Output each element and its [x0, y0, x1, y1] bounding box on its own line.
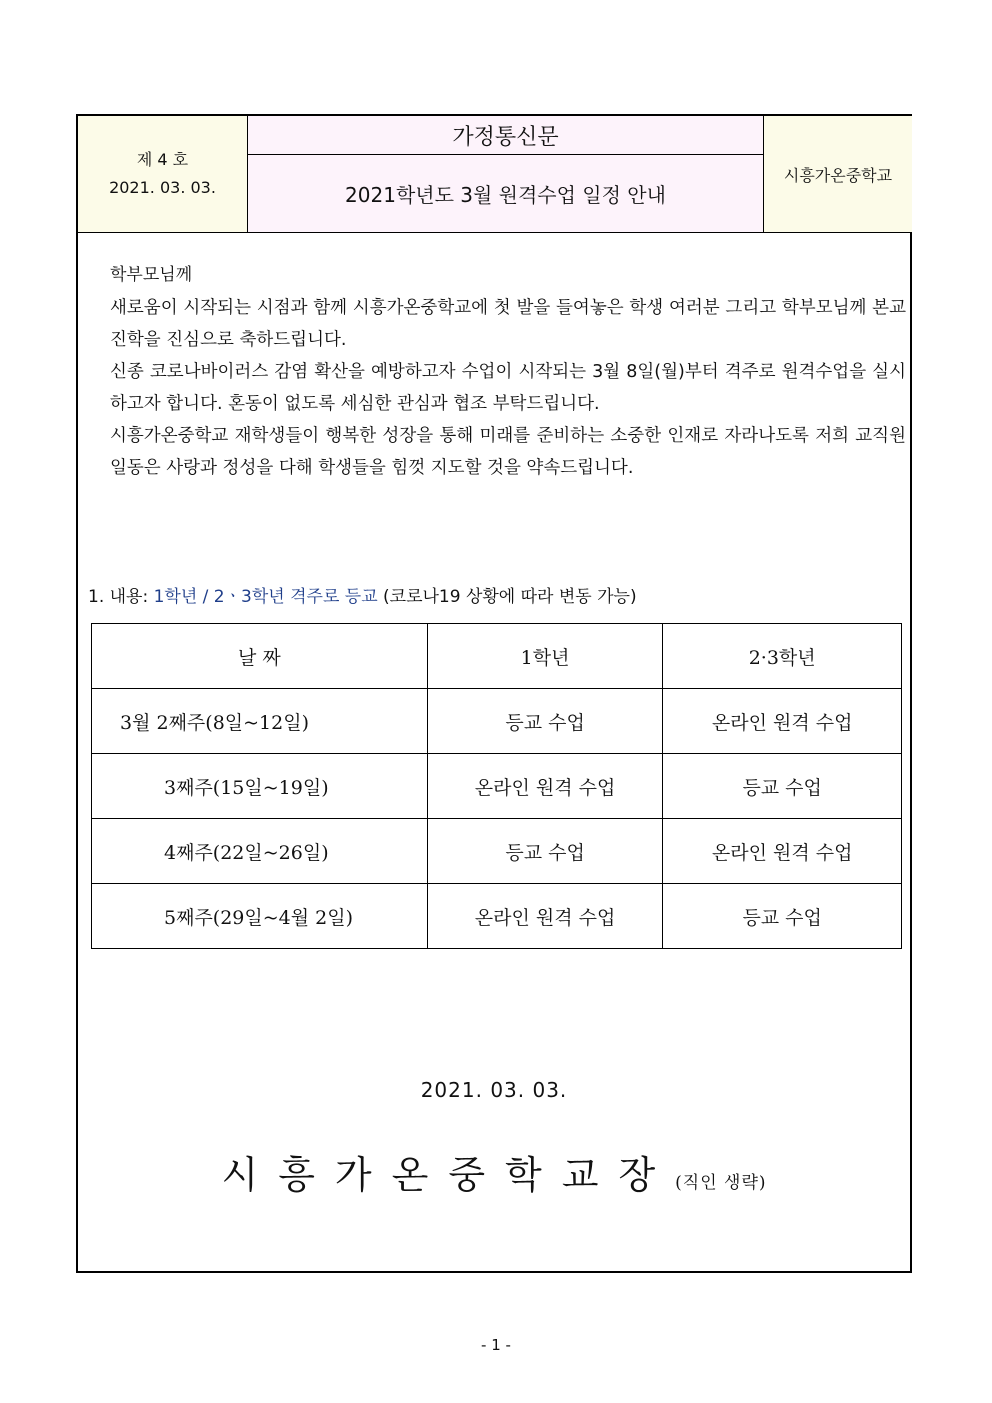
issue-number: 제 4 호 — [136, 150, 189, 169]
row-date: 4째주(22일~26일) — [92, 819, 428, 884]
newsletter-subtitle: 2021학년도 3월 원격수업 일정 안내 — [345, 183, 666, 207]
schedule-table — [91, 623, 902, 949]
title-block — [248, 116, 764, 232]
table-row — [92, 689, 902, 754]
letter-body — [110, 292, 906, 484]
seal-note: (직인 생략) — [675, 1173, 767, 1193]
principal-signature — [78, 1144, 910, 1199]
school-name: 시흥가온중학교 — [764, 116, 912, 232]
row-grade1: 등교 수업 — [427, 819, 663, 884]
paragraph-1: 새로움이 시작되는 시점과 함께 시흥가온중학교에 첫 발을 들여놓은 학생 여러분 그리고 학부모님께 본교 진학을 진심으로 축하드립니다. — [110, 298, 906, 350]
document-frame — [76, 114, 912, 1273]
table-row — [92, 819, 902, 884]
newsletter-title: 가정통신문 — [248, 116, 763, 155]
content-highlight: 1학년 / 2ㆍ3학년 격주로 등교 — [153, 587, 378, 607]
row-grade1: 온라인 원격 수업 — [427, 754, 663, 819]
header-date: 날 짜 — [92, 624, 428, 689]
table-header-row — [92, 624, 902, 689]
table-row — [92, 754, 902, 819]
row-date: 3월 2째주(8일~12일) — [92, 689, 428, 754]
row-grade23: 등교 수업 — [663, 884, 902, 949]
footer-date: 2021. 03. 03. — [420, 1078, 568, 1102]
row-grade1: 온라인 원격 수업 — [427, 884, 663, 949]
paragraph-2: 신종 코로나바이러스 감염 확산을 예방하고자 수업이 시작되는 3월 8일(월)부터 격주로 원격수업을 실시하고자 합니다. 혼동이 없도록 세심한 관심과 협조 부탁드립니다. — [110, 362, 906, 414]
header-grade1: 1학년 — [427, 624, 663, 689]
greeting: 학부모님께 — [110, 265, 193, 285]
content-line — [88, 582, 637, 607]
principal-name: 시흥가온중학교장 — [221, 1153, 676, 1197]
row-date: 3째주(15일~19일) — [92, 754, 428, 819]
issue-date: 2021. 03. 03. — [109, 178, 216, 197]
row-grade1: 등교 수업 — [427, 689, 663, 754]
row-date: 5째주(29일~4월 2일) — [92, 884, 428, 949]
table-row — [92, 884, 902, 949]
content-prefix: 1. 내용: — [88, 587, 154, 607]
paragraph-3: 시흥가온중학교 재학생들이 행복한 성장을 통해 미래를 준비하는 소중한 인재로 자라나도록 저희 교직원 일동은 사랑과 정성을 다해 학생들을 힘껏 지도할 것을 약속드립니다. — [110, 426, 906, 478]
newsletter-header — [78, 116, 910, 233]
row-grade23: 등교 수업 — [663, 754, 902, 819]
header-grade23: 2·3학년 — [663, 624, 902, 689]
page-number: - 1 - — [481, 1336, 511, 1354]
content-suffix: (코로나19 상황에 따라 변동 가능) — [377, 587, 637, 607]
issue-info — [78, 116, 248, 232]
row-grade23: 온라인 원격 수업 — [663, 819, 902, 884]
row-grade23: 온라인 원격 수업 — [663, 689, 902, 754]
